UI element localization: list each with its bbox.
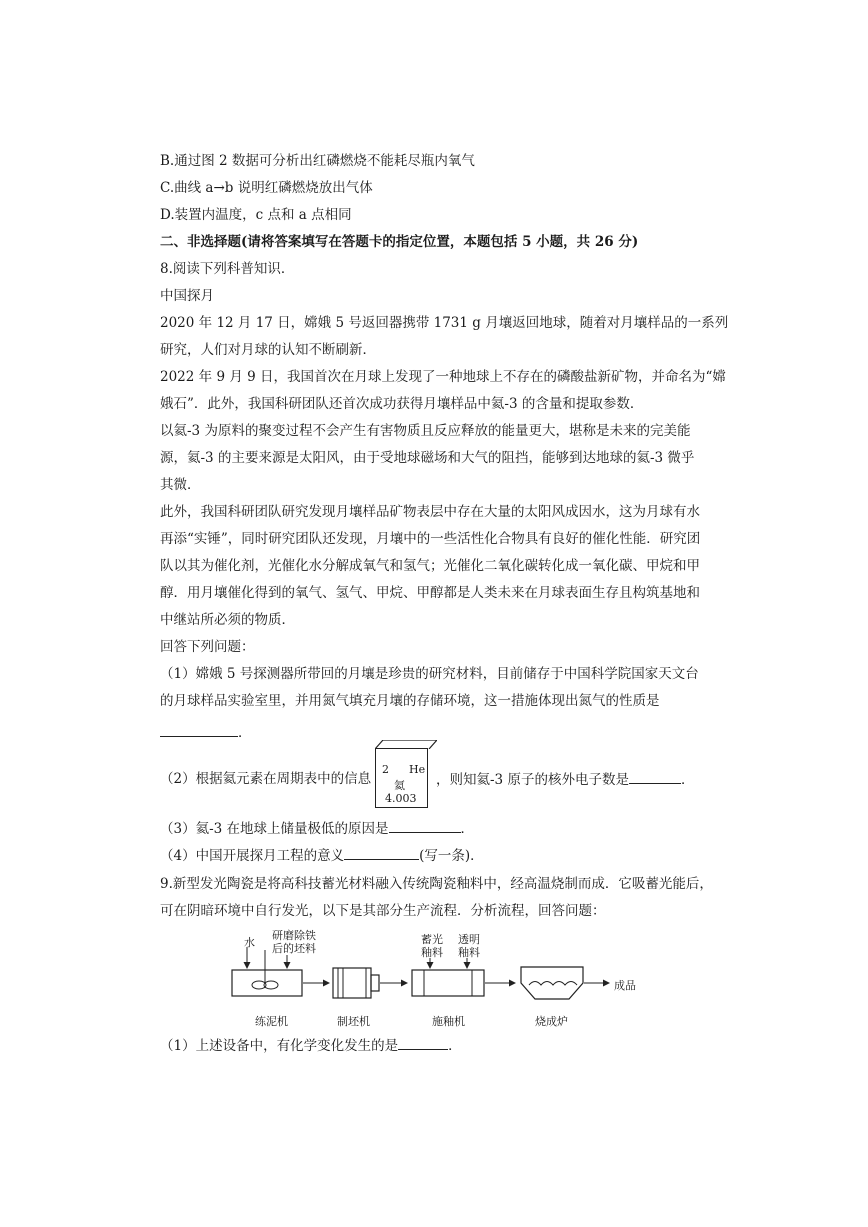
- article-paragraph-line: 研究，人们对月球的认知不断刷新．: [160, 342, 376, 358]
- input-clay-label: 研磨除铁: [272, 929, 316, 942]
- article-paragraph-line: 以氦-3 为原料的聚变过程不会产生有害物质且反应释放的能量更大，堪称是未来的完美能: [160, 423, 691, 439]
- article-paragraph-line: 醇．用月壤催化得到的氧气、氢气、甲烷、甲醇都是人类未来在月球表面生存且构筑基地和: [160, 585, 700, 601]
- q9-stem-line1: 9.新型发光陶瓷是将高科技蓄光材料融入传统陶瓷釉料中，经高温烧制而成．它吸蓄光能后，: [160, 876, 713, 892]
- article-paragraph-line: 2022 年 9 月 9 日，我国首次在月球上发现了一种地球上不存在的磷酸盐新矿物，并命名为“嫦: [160, 369, 726, 385]
- input-water-label: 水: [244, 936, 255, 949]
- article-paragraph-line: 队以其为催化剂，光催化水分解成氧气和氢气；光催化二氧化碳转化成一氧化碳、甲烷和甲: [160, 558, 700, 574]
- q8-sub4: （4）中国开展探月工程的意义 (写一条)．: [160, 845, 484, 866]
- input-luminous-glaze-label: 釉料: [421, 946, 443, 959]
- q8-stem: 8.阅读下列科普知识．: [160, 261, 295, 277]
- article-paragraph-line: 娥石”．此外，我国科研团队还首次成功获得月壤样品中氦-3 的含量和提取参数．: [160, 396, 644, 412]
- machine-label-mixer: 练泥机: [255, 1015, 288, 1028]
- atomic-number: 2: [382, 763, 389, 776]
- article-paragraph-line: 再添“实锤”，同时研究团队还发现，月壤中的一些活性化合物具有良好的催化性能．研究团: [160, 531, 701, 547]
- production-flow-diagram: [225, 925, 645, 1030]
- q8-sub1-line1: （1）嫦娥 5 号探测器所带回的月壤是珍贵的研究材料，目前储存于中国科学院国家天文台: [160, 666, 699, 682]
- input-luminous-glaze-label: 蓄光: [421, 933, 443, 946]
- q8-sub1-answer-line: ．: [160, 722, 252, 743]
- forming-machine-body: [333, 968, 371, 998]
- cell-3d-top-edge: [375, 740, 437, 749]
- machine-label-former: 制坯机: [337, 1015, 370, 1028]
- option-c: C.曲线 a→b 说明红磷燃烧放出气体: [160, 180, 373, 196]
- answer-blank[interactable]: [629, 769, 681, 784]
- q8-sub2-tail: ，则知氦-3 原子的核外电子数是 ．: [436, 769, 694, 790]
- q9-stem-line2: 可在阴暗环境中自行发光，以下是其部分生产流程．分析流程，回答问题：: [160, 903, 606, 919]
- input-clear-glaze-label: 透明: [458, 933, 480, 946]
- option-d: D.装置内温度，c 点和 a 点相同: [160, 207, 352, 223]
- machine-label-kiln: 烧成炉: [535, 1015, 568, 1028]
- mixer-box: [232, 970, 302, 996]
- article-paragraph-line: 其微．: [160, 477, 201, 493]
- input-clay-label: 后的坯料: [272, 942, 316, 955]
- output-product-label: 成品: [614, 979, 636, 992]
- answer-blank[interactable]: [160, 722, 238, 737]
- periodic-table-cell: [375, 748, 428, 808]
- article-paragraph-line: 2020 年 12 月 17 日，嫦娥 5 号返回器携带 1731 g 月壤返回地球，随着对月壤样品的一系列: [160, 315, 729, 331]
- q8-sub2: （2）根据氦元素在周期表中的信息: [160, 771, 372, 787]
- glazing-machine-box: [412, 970, 484, 996]
- article-paragraph-line: 中继站所必须的物质．: [160, 612, 295, 628]
- answer-prompt: 回答下列问题：: [160, 639, 255, 655]
- article-paragraph-line: 此外，我国科研团队研究发现月壤样品矿物表层中存在大量的太阳风成因水，这为月球有水: [160, 504, 700, 520]
- element-name: 氦: [394, 779, 405, 792]
- q8-sub3: （3）氦-3 在地球上储量极低的原因是 ．: [160, 818, 474, 839]
- machine-label-glazer: 施釉机: [432, 1015, 465, 1028]
- article-paragraph-line: 源，氦-3 的主要来源是太阳风，由于受地球磁场和大气的阻挡，能够到达地球的氦-3 微乎: [160, 450, 695, 466]
- article-title: 中国探月: [160, 288, 214, 304]
- q8-sub1-line2: 的月球样品实验室里，并用氮气填充月壤的存储环境，这一措施体现出氮气的性质是: [160, 693, 660, 709]
- answer-blank[interactable]: [344, 845, 419, 860]
- q9-sub1: （1）上述设备中，有化学变化发生的是 ．: [160, 1035, 462, 1056]
- element-symbol: He: [409, 763, 426, 776]
- section-heading: 二、非选择题(请将答案填写在答题卡的指定位置，本题包括 5 小题，共 26 分): [160, 234, 639, 250]
- answer-blank[interactable]: [398, 1035, 448, 1050]
- answer-blank[interactable]: [389, 818, 461, 833]
- atomic-mass: 4.003: [385, 792, 417, 805]
- input-clear-glaze-label: 釉料: [458, 946, 480, 959]
- option-b: B.通过图 2 数据可分析出红磷燃烧不能耗尽瓶内氧气: [160, 153, 475, 169]
